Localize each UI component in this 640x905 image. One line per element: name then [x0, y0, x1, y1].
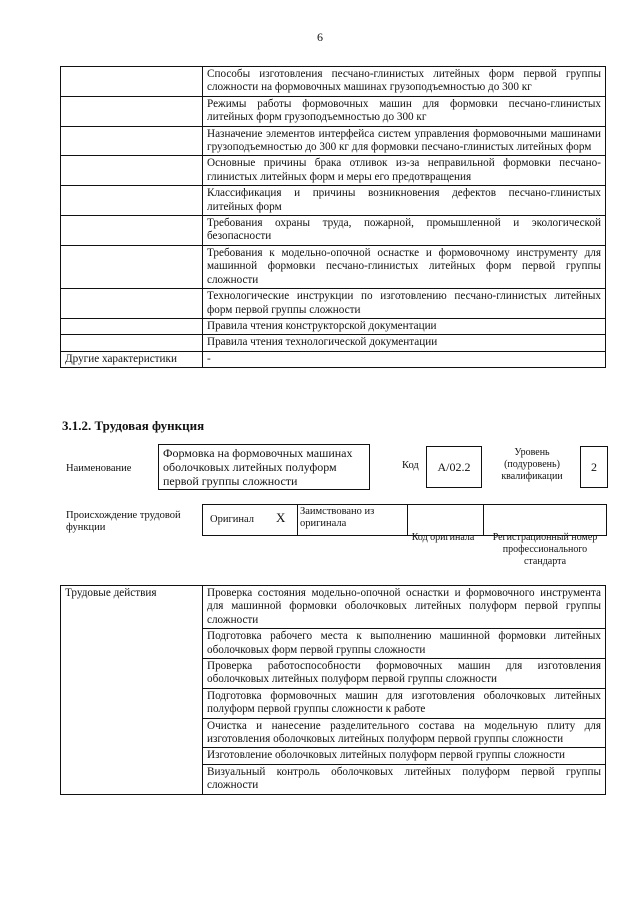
row-text: Требования к модельно-опочной оснастке и формовочному инструменту для машинной формовки песчано-глинистых литейных форм первой группы сложности — [203, 245, 606, 288]
action-text: Подготовка рабочего места к выполнению машинной формовки литейных оболочковых форм первой группы сложности — [203, 629, 606, 659]
level-label: Уровень (подуровень) квалификации — [501, 447, 563, 482]
row-text: Технологические инструкции по изготовлению песчано-глинистых литейных форм первой группы сложности — [203, 289, 606, 319]
table-row — [61, 156, 606, 186]
row-text: Основные причины брака отливок из-за неправильной формовки песчано-глинистых литейных форм и меры его предотвращения — [203, 156, 606, 186]
section-title: 3.1.2. Трудовая функция — [62, 418, 205, 433]
function-name: Формовка на формовочных машинах оболочковых литейных полуформ первой группы сложности — [163, 446, 353, 488]
row-text: Назначение элементов интерфейса систем управления формовочными машинами грузоподъемностью до 300 кг для формовки песчано-глинистых литейных форм — [203, 126, 606, 156]
code-box — [426, 446, 482, 488]
table-row — [61, 67, 606, 97]
row-label — [61, 126, 203, 156]
row-label — [61, 245, 203, 288]
row-label — [61, 186, 203, 216]
action-text: Визуальный контроль оболочковых литейных полуформ первой группы сложности — [203, 764, 606, 794]
action-text: Подготовка формовочных машин для изготовления оболочковых литейных полуформ первой группы сложности к работе — [203, 688, 606, 718]
row-label: Другие характеристики — [61, 351, 203, 367]
origin-label: Происхождение трудовой функции — [66, 510, 181, 533]
table-row — [61, 586, 606, 629]
page-number: 6 — [317, 30, 323, 44]
borrowed-label: Заимствовано из оригинала — [300, 506, 375, 529]
action-text: Проверка состояния модельно-опочной оснастки и формовочного инструмента для машинной формовки оболочковых литейных полуформ первой группы сложности — [203, 586, 606, 629]
action-text: Очистка и нанесение разделительного состава на модельную плиту для изготовления оболочковых литейных полуформ первой группы сложности — [203, 718, 606, 748]
row-label — [61, 156, 203, 186]
level-box — [580, 446, 608, 488]
action-text: Проверка работоспособности формовочных машин для изготовления оболочковых литейных полуформ первой группы сложности — [203, 659, 606, 689]
table-row — [61, 96, 606, 126]
level-value: 2 — [591, 460, 597, 474]
table-row — [61, 216, 606, 246]
row-label — [61, 96, 203, 126]
table-row — [61, 126, 606, 156]
original-mark: X — [276, 510, 286, 525]
name-label: Наименование — [66, 463, 132, 474]
row-text: Способы изготовления песчано-глинистых литейных форм первой группы сложности на формовочных машинах грузоподъемностью до 300 кг — [203, 67, 606, 97]
table-row — [61, 289, 606, 319]
row-text: - — [203, 351, 606, 367]
row-text: Режимы работы формовочных машин для формовки песчано-глинистых литейных форм грузоподъемностью до 300 кг — [203, 96, 606, 126]
table-row — [61, 318, 606, 334]
code-caption: Код оригинала — [411, 532, 475, 543]
row-label — [61, 216, 203, 246]
row-text: Классификация и причины возникновения дефектов песчано-глинистых литейных форм — [203, 186, 606, 216]
requirements-table — [60, 66, 606, 368]
table-row — [61, 335, 606, 351]
function-name-box — [158, 444, 370, 490]
original-label: Оригинал — [210, 514, 254, 525]
row-label — [61, 318, 203, 334]
table-row — [61, 186, 606, 216]
code-label: Код — [402, 460, 419, 471]
row-text: Правила чтения технологической документации — [203, 335, 606, 351]
reg-caption: Регистрационный номер профессионального стандарта — [492, 532, 598, 567]
table-row — [61, 351, 606, 367]
row-text: Правила чтения конструкторской документации — [203, 318, 606, 334]
row-label — [61, 335, 203, 351]
actions-label: Трудовые действия — [61, 586, 203, 795]
actions-table — [60, 585, 606, 795]
row-text: Требования охраны труда, пожарной, промышленной и экологической безопасности — [203, 216, 606, 246]
table-row — [61, 245, 606, 288]
row-label — [61, 289, 203, 319]
action-text: Изготовление оболочковых литейных полуформ первой группы сложности — [203, 748, 606, 764]
code-value: А/02.2 — [437, 460, 471, 474]
row-label — [61, 67, 203, 97]
